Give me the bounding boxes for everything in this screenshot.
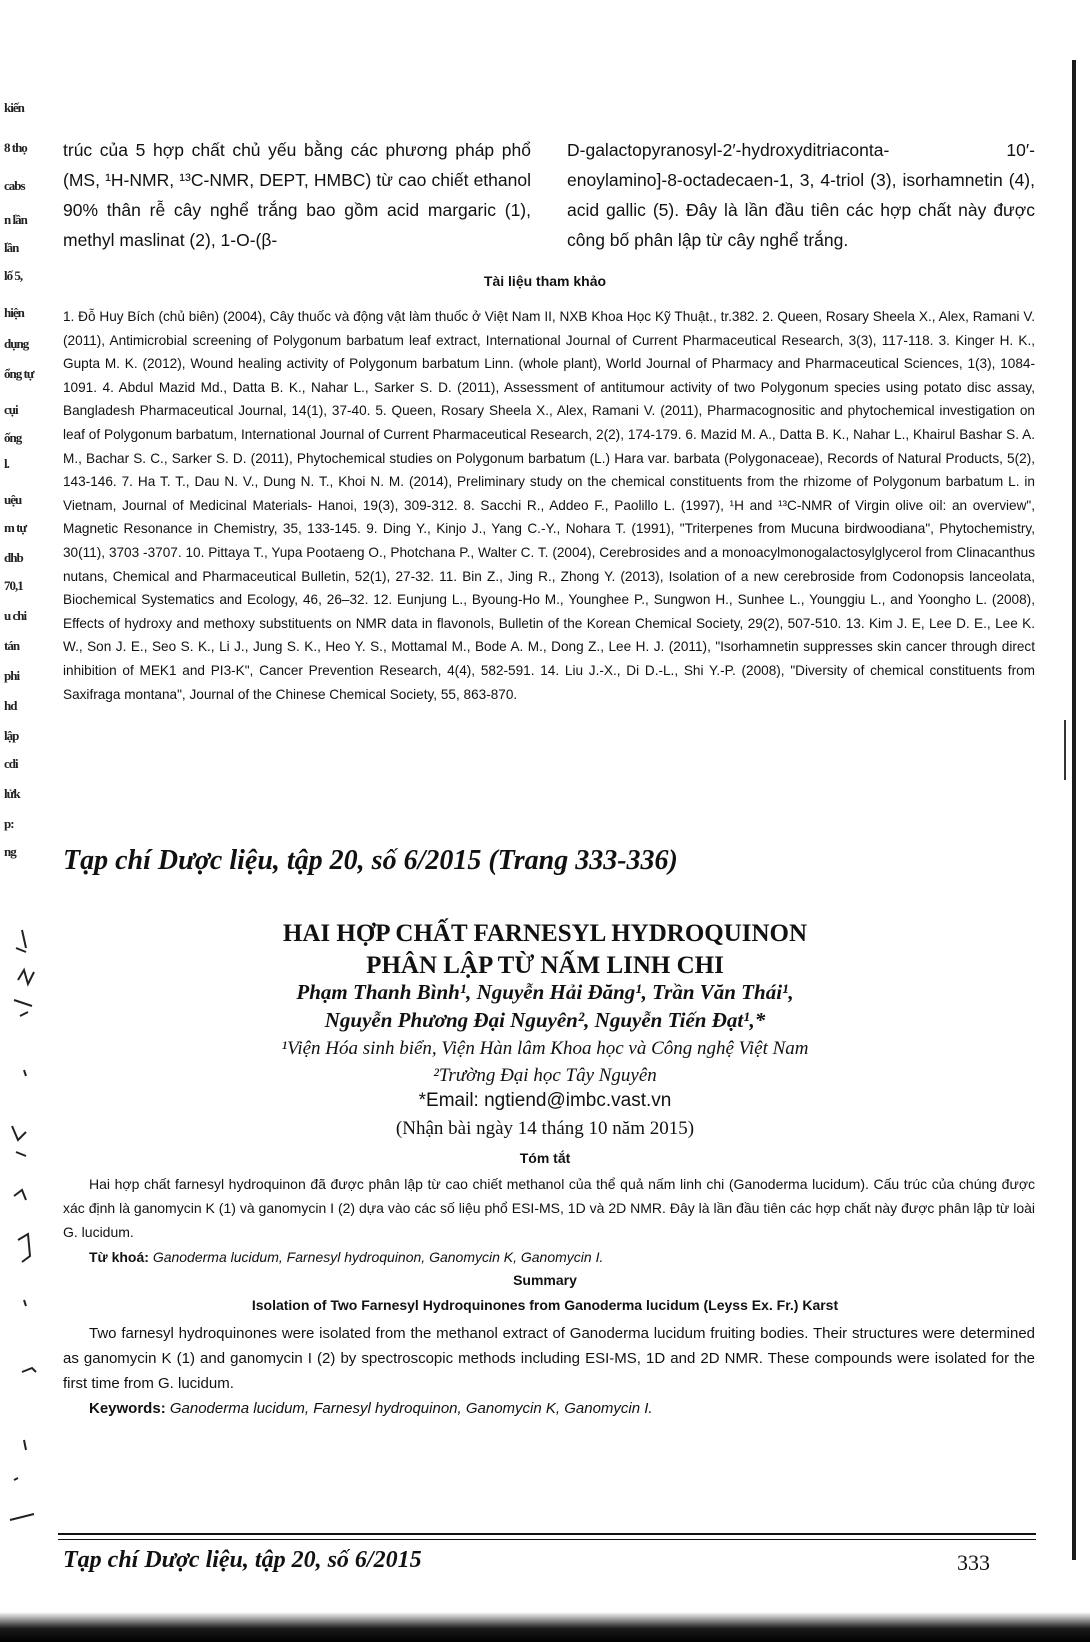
continued-text-columns (63, 135, 1035, 255)
affiliation-1: ¹Viện Hóa sinh biển, Viện Hàn lâm Khoa học và Công nghệ Việt Nam (281, 1038, 809, 1059)
abstract-vi-heading: Tóm tắt (519, 1150, 571, 1166)
references-list: 1. Đỗ Huy Bích (chủ biên) (2004), Cây thuốc và động vật làm thuốc ở Việt Nam II, NXB Khoa Học Kỹ Thuật., tr.382. 2. Queen, Rosary Sheela X., Alex, Ramani V. (2011), Antimicrobial screening of Polygonum barbatum leaf extract, International Journal of Current Pharmaceutical Research, 3(3), 117-118. 3. Kinger H. K., Gupta M. K. (2012), Wound healing activity of Polygonum barbatum Linn. (whole plant), World Journal of Pharmacy and Pharmaceutical Sciences, 1(3), 1084-1091. 4. Abdul Mazid Md., Datta B. K., Nahar L., Sarker S. D. (2011), Assessment of antitumour activity of two Polygonum species using potato disc assay, Bangladesh Pharmaceutical Journal, 14(1), 37-40. 5. Queen, Rosary Sheela X., Alex, Ramani V. (2011), Pharmacognositic and phytochemical investigation on leaf of Polygonum barbatum, International Journal of Current Pharmaceutical Research, 2(2), 174-179. 6. Mazid M. A., Datta B. K., Nahar L., Khairul Bashar S. A. M., Bachar S. C., Sarker S. D. (2011), Phytochemical studies on Polygonum barbatum (L.) Hara var. barbata (Polygonaceae), Records of Natural Products, 5(2), 143-146. 7. Ha T. T., Dau N. V., Dung N. T., Khoi N. M. (2014), Preliminary study on the chemical constituents from the rhizome of Polygonum barbatum L. in Vietnam, Journal of Medicinal Materials- Hanoi, 19(3), 309-312. 8. Sacchi R., Addeo F., Paolillo L. (1997), ¹H and ¹³C-NMR of Virgin olive oil: an overview", Magnetic Resonance in Chemistry, 35, 133-145. 9. Ding Y., Kinjo J., Yang C.-Y., Nohara T. (1991), "Triterpenes from Mucuna birdwoodiana", Phytochemistry, 30(11), 3703 -3707. 10. Pittaya T., Yupa Pootaeng O., Photchana P., Walter C. T. (2004), Cerebrosides and a monoacylmonogalactosylglycerol from Clinacanthus nutans, Chemical and Pharmaceutical Bulletin, 52(1), 27-32. 11. Bin Z., Jing R., Zhong Y. (2013), Isolation of a new cerebroside from Codonopsis lanceolata, Biochemical Systematics and Ecology, 46, 26–32. 12. Eunjung L., Byoung-Ho M., Younghee P., Sungwon H., Sunhee L., Younggiu L., and Yoongho L. (2008), Effects of hydroxy and methoxy substituents on NMR data in flavonols, Bulletin of the Korean Chemical Society, 29(2), 507-510. 13. Kim J. E, Lee D. E., Lee K. W., Son J. E., Seo S. K., Li J., Jung S. K., Heo Y. S., Mottamal M., Bode A. M., Dong Z., Lee H. J. (2011), "Isorhamnetin suppresses skin cancer through direct inhibition of MEK1 and PI3-K", Cancer Prevention Research, 4(4), 582-591. 14. Liu J.-X., Di D.-L., Shi Y.-P. (2008), "Diversity of chemical constituents from Saxifraga montana", Journal of the Chinese Chemical Society, 55, 863-870. (63, 309, 1035, 702)
bleed-fragment: uệu (4, 492, 22, 507)
keywords-vi-value: Ganoderma lucidum, Farnesyl hydroquinon, Ganomycin K, Ganomycin I. (152, 1249, 604, 1265)
summary-text: Two farnesyl hydroquinones were isolated from the methanol extract of Ganoderma lucidum fruiting bodies. Their structures were determined as ganomycin K (1) and ganomycin I (2) by spectroscopic methods including ESI-MS, 1D and 2D NMR. These compounds were isolated for the first time from G. lucidum. (63, 1325, 1035, 1392)
bleed-fragment: hiện (4, 305, 24, 320)
article-authors (0, 978, 1090, 1034)
bleed-fragment: 8 thọ (4, 140, 27, 155)
bleed-fragment: ống (4, 430, 22, 445)
affiliation-2: ²Trường Đại học Tây Nguyên (433, 1065, 657, 1086)
scan-edge-mark (1064, 720, 1066, 780)
article-title-line-2: PHÂN LẬP TỪ NẤM LINH CHI (366, 952, 724, 979)
bleed-fragment: cabs (4, 178, 25, 193)
summary-title: Isolation of Two Farnesyl Hydroquinones from Ganoderma lucidum (Leyss Ex. Fr.) Karst (251, 1297, 839, 1313)
authors-line-2: Nguyễn Phương Đại Nguyên², Nguyễn Tiến Đạt¹,* (324, 1008, 766, 1032)
keywords-en (63, 1396, 1035, 1421)
footer-rule-thin (58, 1539, 1036, 1540)
footer-journal: Tạp chí Dược liệu, tập 20, số 6/2015 (63, 1547, 422, 1573)
right-column: D-galactopyranosyl-2′-hydroxyditriaconta- 10′-enoylamino]-8-octadecaen-1, 3, 4-triol (3), isorhamnetin (4), acid gallic (5). Đây là lần đầu tiên các hợp chất này được công bố phân lập từ cây nghể trắng. (567, 140, 1035, 250)
bleed-fragment: ng (4, 844, 16, 859)
references-heading: Tài liệu tham khảo (483, 273, 607, 289)
abstract-vi-text: Hai hợp chất farnesyl hydroquinon đã được phân lập từ cao chiết methanol của thể quả nấm linh chi (Ganoderma lucidum). Cấu trúc của chúng được xác định là ganomycin K (1) và ganomycin I (2) dựa vào các số liệu phổ ESI-MS, 1D và 2D NMR. Đây là lần đầu tiên các hợp chất này được phân lập từ loài G. lucidum. (63, 1176, 1035, 1240)
summary-heading: Summary (513, 1272, 577, 1288)
journal-header: Tạp chí Dược liệu, tập 20, số 6/2015 (Trang 333-336) (63, 845, 678, 876)
bleed-fragment: 70,1 (4, 578, 23, 593)
bleed-fragment: ổng tự (4, 366, 34, 381)
affiliations (0, 1035, 1090, 1089)
footer-rule-thick (58, 1533, 1036, 1535)
bleed-fragment: u chi (4, 608, 27, 623)
left-column: trúc của 5 hợp chất chủ yếu bằng các phương pháp phổ (MS, ¹H-NMR, ¹³C-NMR, DEPT, HMBC) từ cao chiết ethanol 90% thân rễ cây nghể trắng bao gồm acid margaric (1), methyl maslinat (2), 1-O-(β- (63, 140, 531, 250)
received-date: (Nhận bài ngày 14 tháng 10 năm 2015) (395, 1118, 695, 1139)
keywords-vi-label: Từ khoá: (89, 1249, 149, 1265)
bleed-fragment: lần (4, 240, 19, 255)
bleed-fragment: kiến (4, 100, 24, 115)
keywords-en-value: Ganoderma lucidum, Farnesyl hydroquinon, Ganomycin K, Ganomycin I. (169, 1400, 653, 1417)
bleed-fragment: p: (4, 816, 14, 831)
adjacent-page-bleed (0, 100, 48, 1580)
article-title (0, 918, 1090, 982)
keywords-en-label: Keywords: (89, 1400, 166, 1417)
corresponding-email: *Email: ngtiend@imbc.vast.vn (418, 1090, 672, 1111)
bleed-fragment: lửk (4, 786, 20, 801)
bleed-fragment: phi (4, 668, 20, 683)
bleed-fragment: n lần (4, 212, 27, 227)
article-title-line-1: HAI HỢP CHẤT FARNESYL HYDROQUINON (282, 920, 808, 947)
bleed-fragment: dụng (4, 336, 29, 351)
bleed-fragment: lập (4, 728, 19, 743)
bleed-fragment: l. (4, 456, 9, 471)
keywords-vi (63, 1245, 1035, 1269)
bleed-fragment: hd (4, 698, 17, 713)
bleed-fragment: tán (4, 638, 20, 653)
authors-line-1: Phạm Thanh Bình¹, Nguyễn Hải Đăng¹, Trần Văn Thái¹, (296, 980, 794, 1004)
bleed-fragment: lố 5, (4, 268, 23, 283)
scan-bottom-shadow (0, 1612, 1090, 1642)
bleed-fragment: cdi (4, 756, 18, 771)
bleed-fragment: dhb (4, 550, 23, 565)
bleed-fragment: m tự (4, 520, 27, 535)
bleed-fragment: cụi (4, 402, 18, 417)
page-number: 333 (957, 1550, 990, 1575)
